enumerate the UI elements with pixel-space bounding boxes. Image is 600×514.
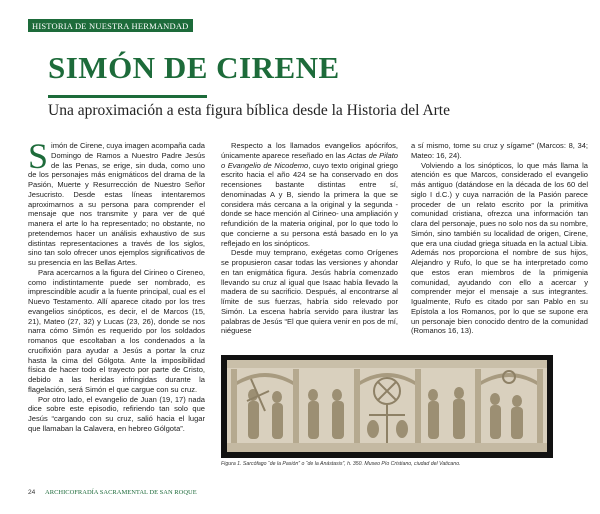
paragraph bbox=[221, 141, 398, 248]
title-underline bbox=[48, 95, 207, 98]
figure-caption: Figura 1. Sarcófago “de la Pasión” o “de la Anástasis”, h. 350. Museo Pío Cristiano, ciudad del Vaticano. bbox=[221, 461, 461, 467]
article-subtitle: Una aproximación a esta figura bíblica desde la Historia del Arte bbox=[48, 102, 450, 119]
paragraph: Para acercarnos a la figura del Cirineo o Cireneo, como indistintamente puede ser nombrado, es imprescindible acudir a la fuente principal, cual es el Nuevo Testamento. Allí aparece citado por los tres evangelios sinópticos, es decir, el de Marcos (15, 21), Mateo (27, 32) y Lucas (23, 26), donde se nos narra cómo Simón es requerido por los soldados romanos que escoltaban a los condenados a la crucifixión para ayudar a Jesús a portar la cruz hasta la cima del Gólgota. Ante la imposibilidad física de hacer todo el trayecto por parte de Cristo, debido a las heridas infringidas durante la flagelación, será Simón el que cargue con su cruz. bbox=[28, 267, 205, 394]
publication-name: ARCHICOFRADÍA SACRAMENTAL DE SAN ROQUE bbox=[45, 489, 197, 496]
paragraph: a sí mismo, tome su cruz y sígame” (Marcos: 8, 34; Mateo: 16, 24). bbox=[411, 141, 588, 160]
column-3 bbox=[411, 141, 588, 336]
column-1 bbox=[28, 136, 205, 434]
page-footer bbox=[28, 489, 197, 496]
paragraph bbox=[28, 136, 205, 268]
column-2 bbox=[221, 141, 398, 336]
paragraph-text: , cuyo texto original griego escrito hacia el año 424 se ha conservado en dos recensiones bastante distintas entre sí, denominadas A y B, siendo la primera la que se considera más cercana a la original y la segunda -donde se hace mención al Cirineo- una ampliación y refundición de la materia original, por lo que todo lo que concierne a su persona está basado en lo ya reflejado en los sinópticos. bbox=[221, 160, 398, 248]
paragraph: Por otro lado, el evangelio de Juan (19, 17) nada dice sobre este episodio, refiriendo tan solo que Jesús “cargando con su cruz, salió hacia el lugar que llamaban la Calavera, en hebreo Gólgota”. bbox=[28, 394, 205, 433]
paragraph-text: Respecto a los llamados evangelios apócrifos, únicamente aparece reseñado en las bbox=[221, 141, 398, 160]
italic-title: Actas de Pilato o Evangelio de Nicodemo bbox=[221, 150, 398, 170]
page-number: 24 bbox=[28, 489, 36, 496]
paragraph: Volviendo a los sinópticos, lo que más llama la atención es que Marcos, considerado el evangelio más antiguo (datándose en la década de los 60 del siglo I d.C.) y cuya narración de la Pasión parece proceder de un relato escrito por la primitiva comunidad cristiana, ofrezca una información tan clara del personaje, pues no solo nos da su nombre, Simón, sino también su localidad de origen, Cirene, que era una ciudad griega situada en la actual Libia. Además nos proporciona el nombre de sus hijos, Alejandro y Rufo, lo que se ha interpretado como que estos eran miembros de la primigenia comunidad, ayudando con ello a acercar y comprender mejor el mensaje a sus integrantes. Igualmente, Rufo es citado por san Pablo en su Epístola a los Romanos, por lo que se supone era un personaje bien conocido dentro de la comunidad (Romanos 16, 13). bbox=[411, 160, 588, 336]
article-title: SIMÓN DE CIRENE bbox=[48, 50, 340, 85]
paragraph: Desde muy temprano, exégetas como Orígenes se propusieron casar todas las versiones y ahondar en tan enigmática figura. Jesús habría comenzado llevando su cruz al igual que Isaac había llevado la madera de su sacrificio. Después, al encontrarse al límite de sus fuerzas, habría sido relevado por Simón. La escena habría servido para ilustrar las palabras de Jesús “El que quiera venir en pos de mí, niéguese bbox=[221, 248, 398, 336]
sarcophagus-image bbox=[221, 355, 553, 458]
drop-cap: S bbox=[28, 136, 49, 176]
section-tag: HISTORIA DE NUESTRA HERMANDAD bbox=[28, 19, 193, 32]
paragraph-text: imón de Cirene, cuya imagen acompaña cada Domingo de Ramos a Nuestro Padre Jesús de las Penas, se erige, sin duda, como uno de los personajes más enigmáticos del drama de la Pasión, Muerte y Resurrección de Nuestro Señor Jesucristo. Desde estas líneas intentaremos aproximarnos a su persona para comprender el mensaje que nos transmite y para ver de qué manera el arte lo ha representado; no obstante, no pretendemos hacer un análisis exhaustivo de sus distintas representaciones a través de los siglos, sino tan solo ofrecer unos ejemplos significativos de su presencia en las Bellas Artes. bbox=[28, 141, 205, 267]
sarcophagus-relief-illustration bbox=[221, 355, 553, 458]
